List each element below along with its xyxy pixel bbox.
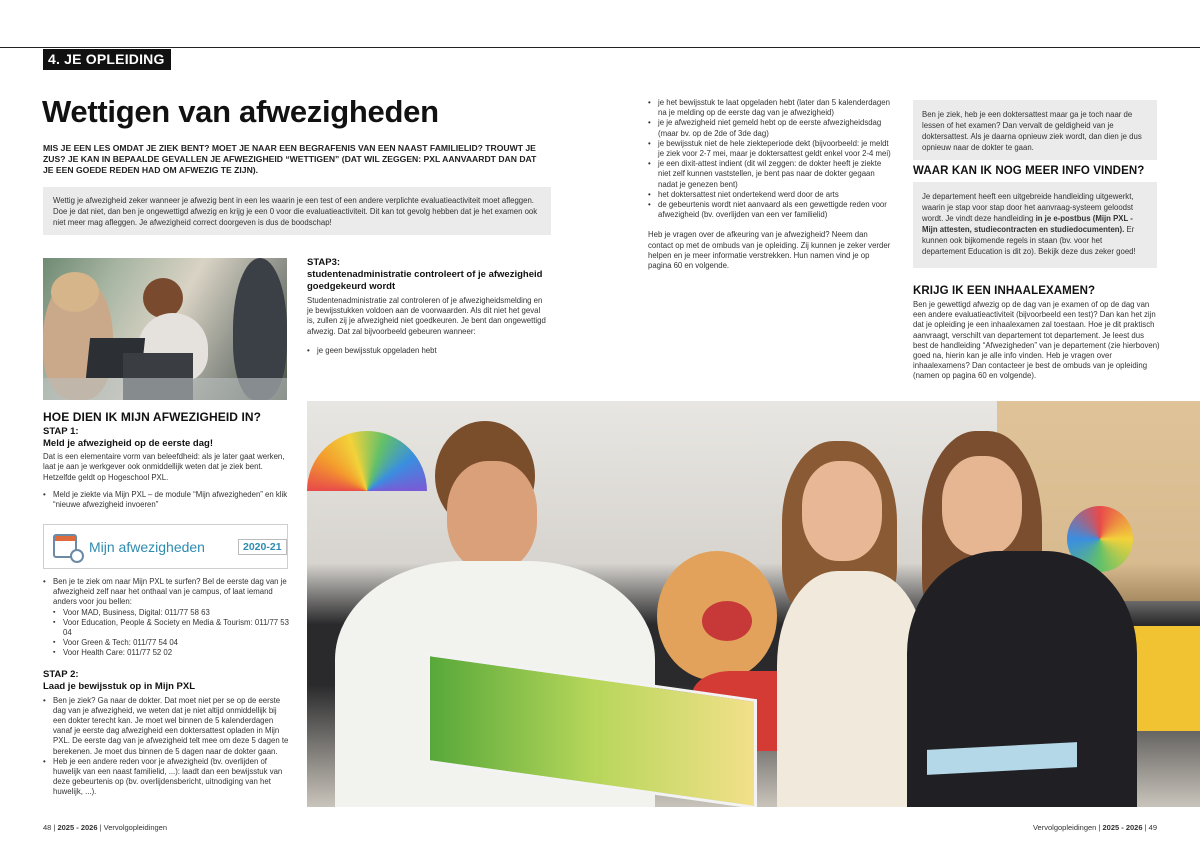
sick-bullet: • Ben je te ziek om naar Mijn PXL te surfen? Bel de eerste dag van je afwezigheid zelf naar het onthaal van je campus, of laat iemand anders voor jou bellen: ▪ Voor MAD, Business, Digital: 011/77 58 63 ▪ Voor Education, People & Society en Media & Tourism: 011/77 53 04 ▪ Voor Green & Tech: 011/77 54 04 ▪ Voor Health Care: 011/77 52 02 (43, 577, 290, 659)
stap2-bullet: • Heb je een andere reden voor je afwezigheid (bv. overlijden of huwelijk van een naast familielid, ...): laadt dan een bewijsstuk van deze gebeurtenis op (bv. overlijdensbericht, uitnodiging van het huwelijk, ...). (43, 757, 290, 798)
reject-bullet: • je bewijsstuk niet de hele ziekteperiode dekt (bijvoorbeeld: je meldt je ziek voor 2-7 mei, maar je doktersattest geldt enkel voor 2-4 mei) (648, 139, 892, 159)
mijn-afwezigheden-widget[interactable] (43, 524, 288, 569)
reject-bullet: • je je afwezigheid niet gemeld hebt op de eerste afwezigheidsdag (maar bv. op de 2de of 3de dag) (648, 118, 892, 138)
reject-bullet: • het doktersattest niet ondertekend werd door de arts (648, 190, 892, 200)
exam-text: Ben je gewettigd afwezig op de dag van je examen of op de dag van een andere evaluatieactiviteit (bijvoorbeeld een test)? Dan kan het zijn dat je opleiding je een inhaalexamen zal toestaan. Hoe je dit praktisch aanvraagt, verschilt van departement tot departement. Je leest dus best de handleiding “Afwezigheden” van je departement (zie hierboven) goed na, hierin kan je alle info vinden. Heb je vragen over inhaalexamens? Dan contacteer je best de ombuds van je opleiding (namen op pagina 60 en volgende). (913, 300, 1160, 381)
photo-students-reading (307, 401, 1200, 807)
phone-item: ▪ Voor Health Care: 011/77 52 02 (53, 648, 290, 658)
stap3-label: STAP3: (307, 257, 341, 268)
photo-students-laptops (43, 258, 287, 400)
top-rule (0, 47, 1200, 48)
reject-bullet: • de gebeurtenis wordt niet aanvaard als een gewettigde reden voor afwezigheid (bv. overlijden van een ver familielid) (648, 200, 892, 220)
stap3-section (307, 257, 550, 356)
intro-text: MIS JE EEN LES OMDAT JE ZIEK BENT? MOET JE NAAR EEN BEGRAFENIS VAN EEN NAAST FAMILIELID? TROUWT JE ZUS? JE KAN IN BEPAALDE GEVALLEN JE AFWEZIGHEID “WETTIGEN” (DAT WIL ZEGGEN: PXL AANVAARDT DAN DAT JE EEN GOEDE REDEN HAD OM AFWEZIG TE ZIJN). (43, 143, 537, 175)
how-section (43, 412, 290, 510)
how-section-cont (43, 577, 290, 798)
info-box-highlight: in je e-postbus (Mijn PXL - Mijn attesten, studiecontracten en studiedocumenten). (922, 214, 1133, 234)
attest-box: Ben je ziek, heb je een doktersattest maar ga je toch naar de lessen of het examen? Dan vervalt de geldigheid van je doktersattest. Als je daarna opnieuw ziek wordt, dan dien je dus opnieuw naar de dokter te gaan. (913, 100, 1157, 160)
widget-year-badge: 2020-21 (238, 539, 287, 555)
stap1-label: STAP 1: (43, 426, 79, 438)
footer-right: Vervolgopleidingen | 2025 - 2026 | 49 (1032, 823, 1157, 832)
stap1-text: Dat is een elementaire vorm van beleefdheid: als je later gaat werken, laat je aan je werkgever ook onmiddellijk weten dat je ziek bent. Hetzelfde geldt op Hogeschool PXL. (43, 452, 285, 482)
footer-left: 48 | 2025 - 2026 | Vervolgopleidingen (43, 823, 168, 832)
stap3-text: Studentenadministratie zal controleren of je afwezigheidsmelding en je bewijsstukken voldoen aan de voorwaarden. Als dit niet het geval is, zullen zij je afwezigheid niet goedkeuren. Je bent dan ongewettigd afwezig. Dat zal bijvoorbeeld gebeuren wanneer: (307, 296, 546, 336)
warning-box: Wettig je afwezigheid zeker wanneer je afwezig bent in een les waarin je een test of een andere verplichte evaluatieactiviteit moet afleggen. Doe je dat niet, dan ben je ongewettigd afwezig en krijg je een 0 voor die evaluatieactiviteit. Dit kan tot gevolg hebben dat je het examen ook niet meer mag afleggen. Je afwezigheid correct doorgeven is dus de boodschap! (43, 187, 551, 235)
how-heading: HOE DIEN IK MIJN AFWEZIGHEID IN? (43, 410, 262, 424)
phone-item: ▪ Voor MAD, Business, Digital: 011/77 58 63 (53, 608, 290, 618)
page-title: Wettigen van afwezigheden (42, 94, 439, 129)
info-box: Je departement heeft een uitgebreide handleiding uitgewerkt, waarin je stap voor stap door het aanvraag-systeem geloodst wordt. Je vindt deze handleiding in je e-postbus (Mijn PXL - Mijn attesten, studiecontracten en studiedocumenten). Er kunnen ook bijkomende regels in staan (bv. voor het departement Education is dit zo). Bekijk deze dus zeker goed! (913, 182, 1157, 268)
widget-label: Mijn afwezigheden (89, 539, 205, 555)
section-tag: 4. JE OPLEIDING (43, 49, 171, 70)
exam-heading: KRIJG IK EEN INHAALEXAMEN? (913, 285, 1096, 297)
stap3-title: studentenadministratie controleert of je afwezigheid goedgekeurd wordt (307, 269, 543, 292)
ombuds-text: Heb je vragen over de afkeuring van je afwezigheid? Neem dan contact op met de ombuds van je opleiding. Zij kunnen je zeker verder helpen en je meer informatie verstrekken. Hun namen vind je op pagina 60 en volgende. (648, 230, 891, 271)
col3-section (648, 98, 892, 271)
stap1-bullet: • Meld je ziekte via Mijn PXL – de module “Mijn afwezigheden” en klik “nieuwe afwezigheid invoeren” (43, 490, 290, 510)
info-heading: WAAR KAN IK NOG MEER INFO VINDEN? (913, 165, 1145, 177)
reject-bullet: • je een dixit-attest indient (dit wil zeggen: de dokter heeft je ziekte niet zelf kunnen vaststellen, je bent pas naar de dokter gegaan nadat je genezen bent) (648, 159, 892, 190)
stap2-bullet: • Ben je ziek? Ga naar de dokter. Dat moet niet per se op de eerste dag van je afwezigheid, we weten dat je niet altijd onmiddellijk bij een dokter terecht kan. Je moet wel binnen de 5 kalenderdagen vanaf je eerste dag afwezigheid een doktersattest opladen in Mijn PXL. De eerste dag van je afwezigheid telt mee om deze 5 dagen te berekenen. Je moet dus binnen de 5 dagen naar de dokter gaan. (43, 696, 290, 757)
stap1-title: Meld je afwezigheid op de eerste dag! (43, 438, 213, 450)
clock-icon (70, 549, 84, 563)
stap2-title: Laad je bewijsstuk op in Mijn PXL (43, 680, 196, 692)
phone-item: ▪ Voor Green & Tech: 011/77 54 04 (53, 638, 290, 648)
reject-bullet: • je het bewijsstuk te laat opgeladen hebt (later dan 5 kalenderdagen na je melding op de eerste dag van je afwezigheid) (648, 98, 892, 118)
stap3-bullet: • je geen bewijsstuk opgeladen hebt (307, 346, 550, 356)
phone-item: ▪ Voor Education, People & Society en Media & Tourism: 011/77 53 04 (53, 618, 290, 638)
stap2-label: STAP 2: (43, 668, 79, 680)
